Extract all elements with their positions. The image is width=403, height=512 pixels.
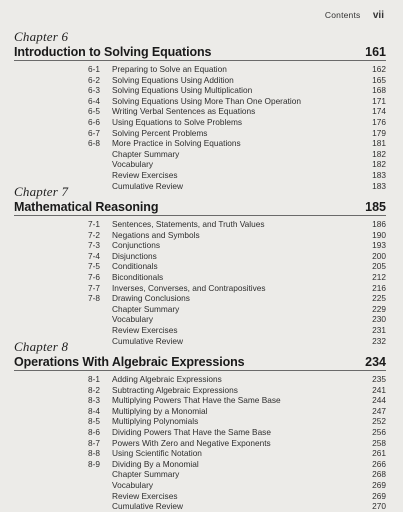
chapter-label: Chapter 7 <box>14 184 69 199</box>
section-page-number: 268 <box>372 469 386 480</box>
section-title: More Practice in Solving Equations <box>112 138 241 149</box>
toc-entry <box>14 480 386 491</box>
toc-entry <box>14 406 386 417</box>
toc-entry <box>14 75 386 86</box>
section-page-number: 200 <box>372 250 386 261</box>
section-number: 6-1 <box>88 64 100 74</box>
running-head-label: Contents <box>324 10 361 20</box>
section-title: Powers With Zero and Negative Exponents <box>112 437 271 448</box>
section-number: 7-3 <box>88 240 100 251</box>
section-page-number: 190 <box>372 229 386 240</box>
section-title: Drawing Conclusions <box>112 293 190 304</box>
toc-entry <box>14 374 386 385</box>
section-title: Dividing Powers That Have the Same Base <box>112 426 271 437</box>
toc-entry <box>14 240 386 251</box>
toc-entry <box>14 272 386 283</box>
section-number: 8-8 <box>88 448 100 459</box>
section-title: Adding Algebraic Expressions <box>112 374 222 384</box>
section-number: 8-3 <box>88 395 100 406</box>
section-page-number: 270 <box>372 501 386 512</box>
section-title: Cumulative Review <box>112 180 184 191</box>
section-title: Preparing to Solve an Equation <box>112 64 227 74</box>
toc-entry <box>14 138 386 149</box>
section-title: Multiplying Powers That Have the Same Base <box>112 395 281 406</box>
section-number: 8-7 <box>88 437 100 448</box>
section-number: 7-2 <box>88 229 100 240</box>
section-number: 6-6 <box>88 116 100 127</box>
running-head-page-number: vii <box>372 10 384 21</box>
section-page-number: 182 <box>372 159 386 170</box>
section-page-number: 258 <box>372 437 386 448</box>
chapter-label: Chapter 6 <box>14 29 69 44</box>
section-title: Vocabulary <box>112 159 154 170</box>
section-title: Dividing By a Monomial <box>112 458 199 469</box>
section-page-number: 266 <box>372 458 386 469</box>
toc-entry <box>14 149 386 160</box>
section-number: 6-8 <box>88 138 100 149</box>
toc-entry <box>14 159 386 170</box>
toc-entry <box>14 261 386 272</box>
section-list <box>14 374 386 512</box>
section-number: 7-1 <box>88 219 100 229</box>
section-list <box>14 64 386 191</box>
toc-entry <box>14 85 386 96</box>
chapter-label: Chapter 8 <box>14 339 69 354</box>
section-page-number: 235 <box>372 374 386 384</box>
toc-entry <box>14 469 386 480</box>
section-title: Writing Verbal Sentences as Equations <box>112 106 256 117</box>
section-title: Biconditionals <box>112 271 164 282</box>
section-page-number: 186 <box>372 219 386 229</box>
section-title: Cumulative Review <box>112 501 184 512</box>
toc-entry <box>14 283 386 294</box>
section-page-number: 181 <box>372 138 386 149</box>
section-page-number: 205 <box>372 261 386 272</box>
chapter-page-number: 234 <box>365 355 386 369</box>
section-number: 8-1 <box>88 374 100 384</box>
toc-entry <box>14 501 386 512</box>
toc-entry <box>14 170 386 181</box>
section-title: Inverses, Converses, and Contrapositives <box>112 282 266 293</box>
toc-entry <box>14 64 386 75</box>
section-title: Disjunctions <box>112 250 157 261</box>
section-number: 8-2 <box>88 384 100 395</box>
section-title: Using Equations to Solve Problems <box>112 116 243 127</box>
section-number: 6-3 <box>88 85 100 96</box>
section-title: Vocabulary <box>112 314 154 325</box>
chapter-8-block <box>14 340 386 512</box>
section-page-number: 244 <box>372 395 386 406</box>
section-number: 8-5 <box>88 416 100 427</box>
toc-entry <box>14 448 386 459</box>
section-page-number: 269 <box>372 490 386 501</box>
section-number: 8-6 <box>88 426 100 437</box>
section-page-number: 252 <box>372 416 386 427</box>
chapter-title: Introduction to Solving Equations <box>14 45 212 59</box>
section-page-number: 229 <box>372 303 386 314</box>
chapter-page-number: 161 <box>365 45 386 59</box>
section-title: Sentences, Statements, and Truth Values <box>112 219 265 229</box>
section-number: 7-7 <box>88 282 100 293</box>
chapter-6-block <box>14 30 386 191</box>
section-page-number: 179 <box>372 127 386 138</box>
toc-entry <box>14 314 386 325</box>
section-list <box>14 219 386 346</box>
chapter-title-row <box>14 354 386 371</box>
section-page-number: 168 <box>372 85 386 96</box>
section-title: Solving Equations Using More Than One Operation <box>112 95 301 106</box>
section-page-number: 174 <box>372 106 386 117</box>
section-page-number: 230 <box>372 314 386 325</box>
section-page-number: 176 <box>372 116 386 127</box>
section-title: Multiplying Polynomials <box>112 416 199 427</box>
toc-entry <box>14 251 386 262</box>
section-title: Subtracting Algebraic Expressions <box>112 384 238 395</box>
section-title: Solving Percent Problems <box>112 127 208 138</box>
toc-entry <box>14 459 386 470</box>
toc-entry <box>14 106 386 117</box>
toc-entry <box>14 117 386 128</box>
section-title: Review Exercises <box>112 490 178 501</box>
section-title: Chapter Summary <box>112 148 180 159</box>
section-number: 6-2 <box>88 74 100 85</box>
section-number: 8-9 <box>88 458 100 469</box>
section-number: 6-7 <box>88 127 100 138</box>
chapter-title-row <box>14 44 386 61</box>
section-number: 6-5 <box>88 106 100 117</box>
section-title: Vocabulary <box>112 479 154 490</box>
section-title: Conjunctions <box>112 240 160 251</box>
chapter-page-number: 185 <box>365 200 386 214</box>
section-number: 8-4 <box>88 405 100 416</box>
section-title: Using Scientific Notation <box>112 448 202 459</box>
toc-entry <box>14 438 386 449</box>
section-page-number: 162 <box>372 64 386 74</box>
section-number: 6-4 <box>88 95 100 106</box>
section-title: Negations and Symbols <box>112 229 200 240</box>
section-number: 7-6 <box>88 271 100 282</box>
toc-entry <box>14 304 386 315</box>
section-title: Review Exercises <box>112 324 178 335</box>
toc-entry <box>14 325 386 336</box>
section-page-number: 182 <box>372 148 386 159</box>
toc-entry <box>14 96 386 107</box>
section-title: Chapter Summary <box>112 469 180 480</box>
toc-entry <box>14 427 386 438</box>
section-title: Conditionals <box>112 261 158 272</box>
section-page-number: 261 <box>372 448 386 459</box>
toc-entry <box>14 219 386 230</box>
toc-entry <box>14 293 386 304</box>
section-page-number: 232 <box>372 335 386 346</box>
section-title: Chapter Summary <box>112 303 180 314</box>
chapter-7-block <box>14 185 386 346</box>
section-page-number: 193 <box>372 240 386 251</box>
chapter-title: Mathematical Reasoning <box>14 200 159 214</box>
section-page-number: 256 <box>372 426 386 437</box>
section-page-number: 216 <box>372 282 386 293</box>
section-title: Multiplying by a Monomial <box>112 405 208 416</box>
section-page-number: 183 <box>372 169 386 180</box>
section-title: Solving Equations Using Multiplication <box>112 85 253 96</box>
section-page-number: 247 <box>372 405 386 416</box>
section-page-number: 183 <box>372 180 386 191</box>
section-page-number: 269 <box>372 479 386 490</box>
section-page-number: 165 <box>372 74 386 85</box>
section-page-number: 231 <box>372 324 386 335</box>
section-title: Solving Equations Using Addition <box>112 74 234 85</box>
section-page-number: 225 <box>372 293 386 304</box>
toc-entry <box>14 385 386 396</box>
section-page-number: 241 <box>372 384 386 395</box>
toc-entry <box>14 128 386 139</box>
toc-entry <box>14 416 386 427</box>
chapter-title-row <box>14 199 386 216</box>
section-number: 7-8 <box>88 293 100 304</box>
section-number: 7-4 <box>88 250 100 261</box>
toc-entry <box>14 230 386 241</box>
section-title: Review Exercises <box>112 169 178 180</box>
section-number: 7-5 <box>88 261 100 272</box>
running-head <box>325 10 384 21</box>
toc-entry <box>14 395 386 406</box>
chapter-title: Operations With Algebraic Expressions <box>14 355 245 369</box>
section-title: Cumulative Review <box>112 335 184 346</box>
section-page-number: 171 <box>372 95 386 106</box>
section-page-number: 212 <box>372 271 386 282</box>
